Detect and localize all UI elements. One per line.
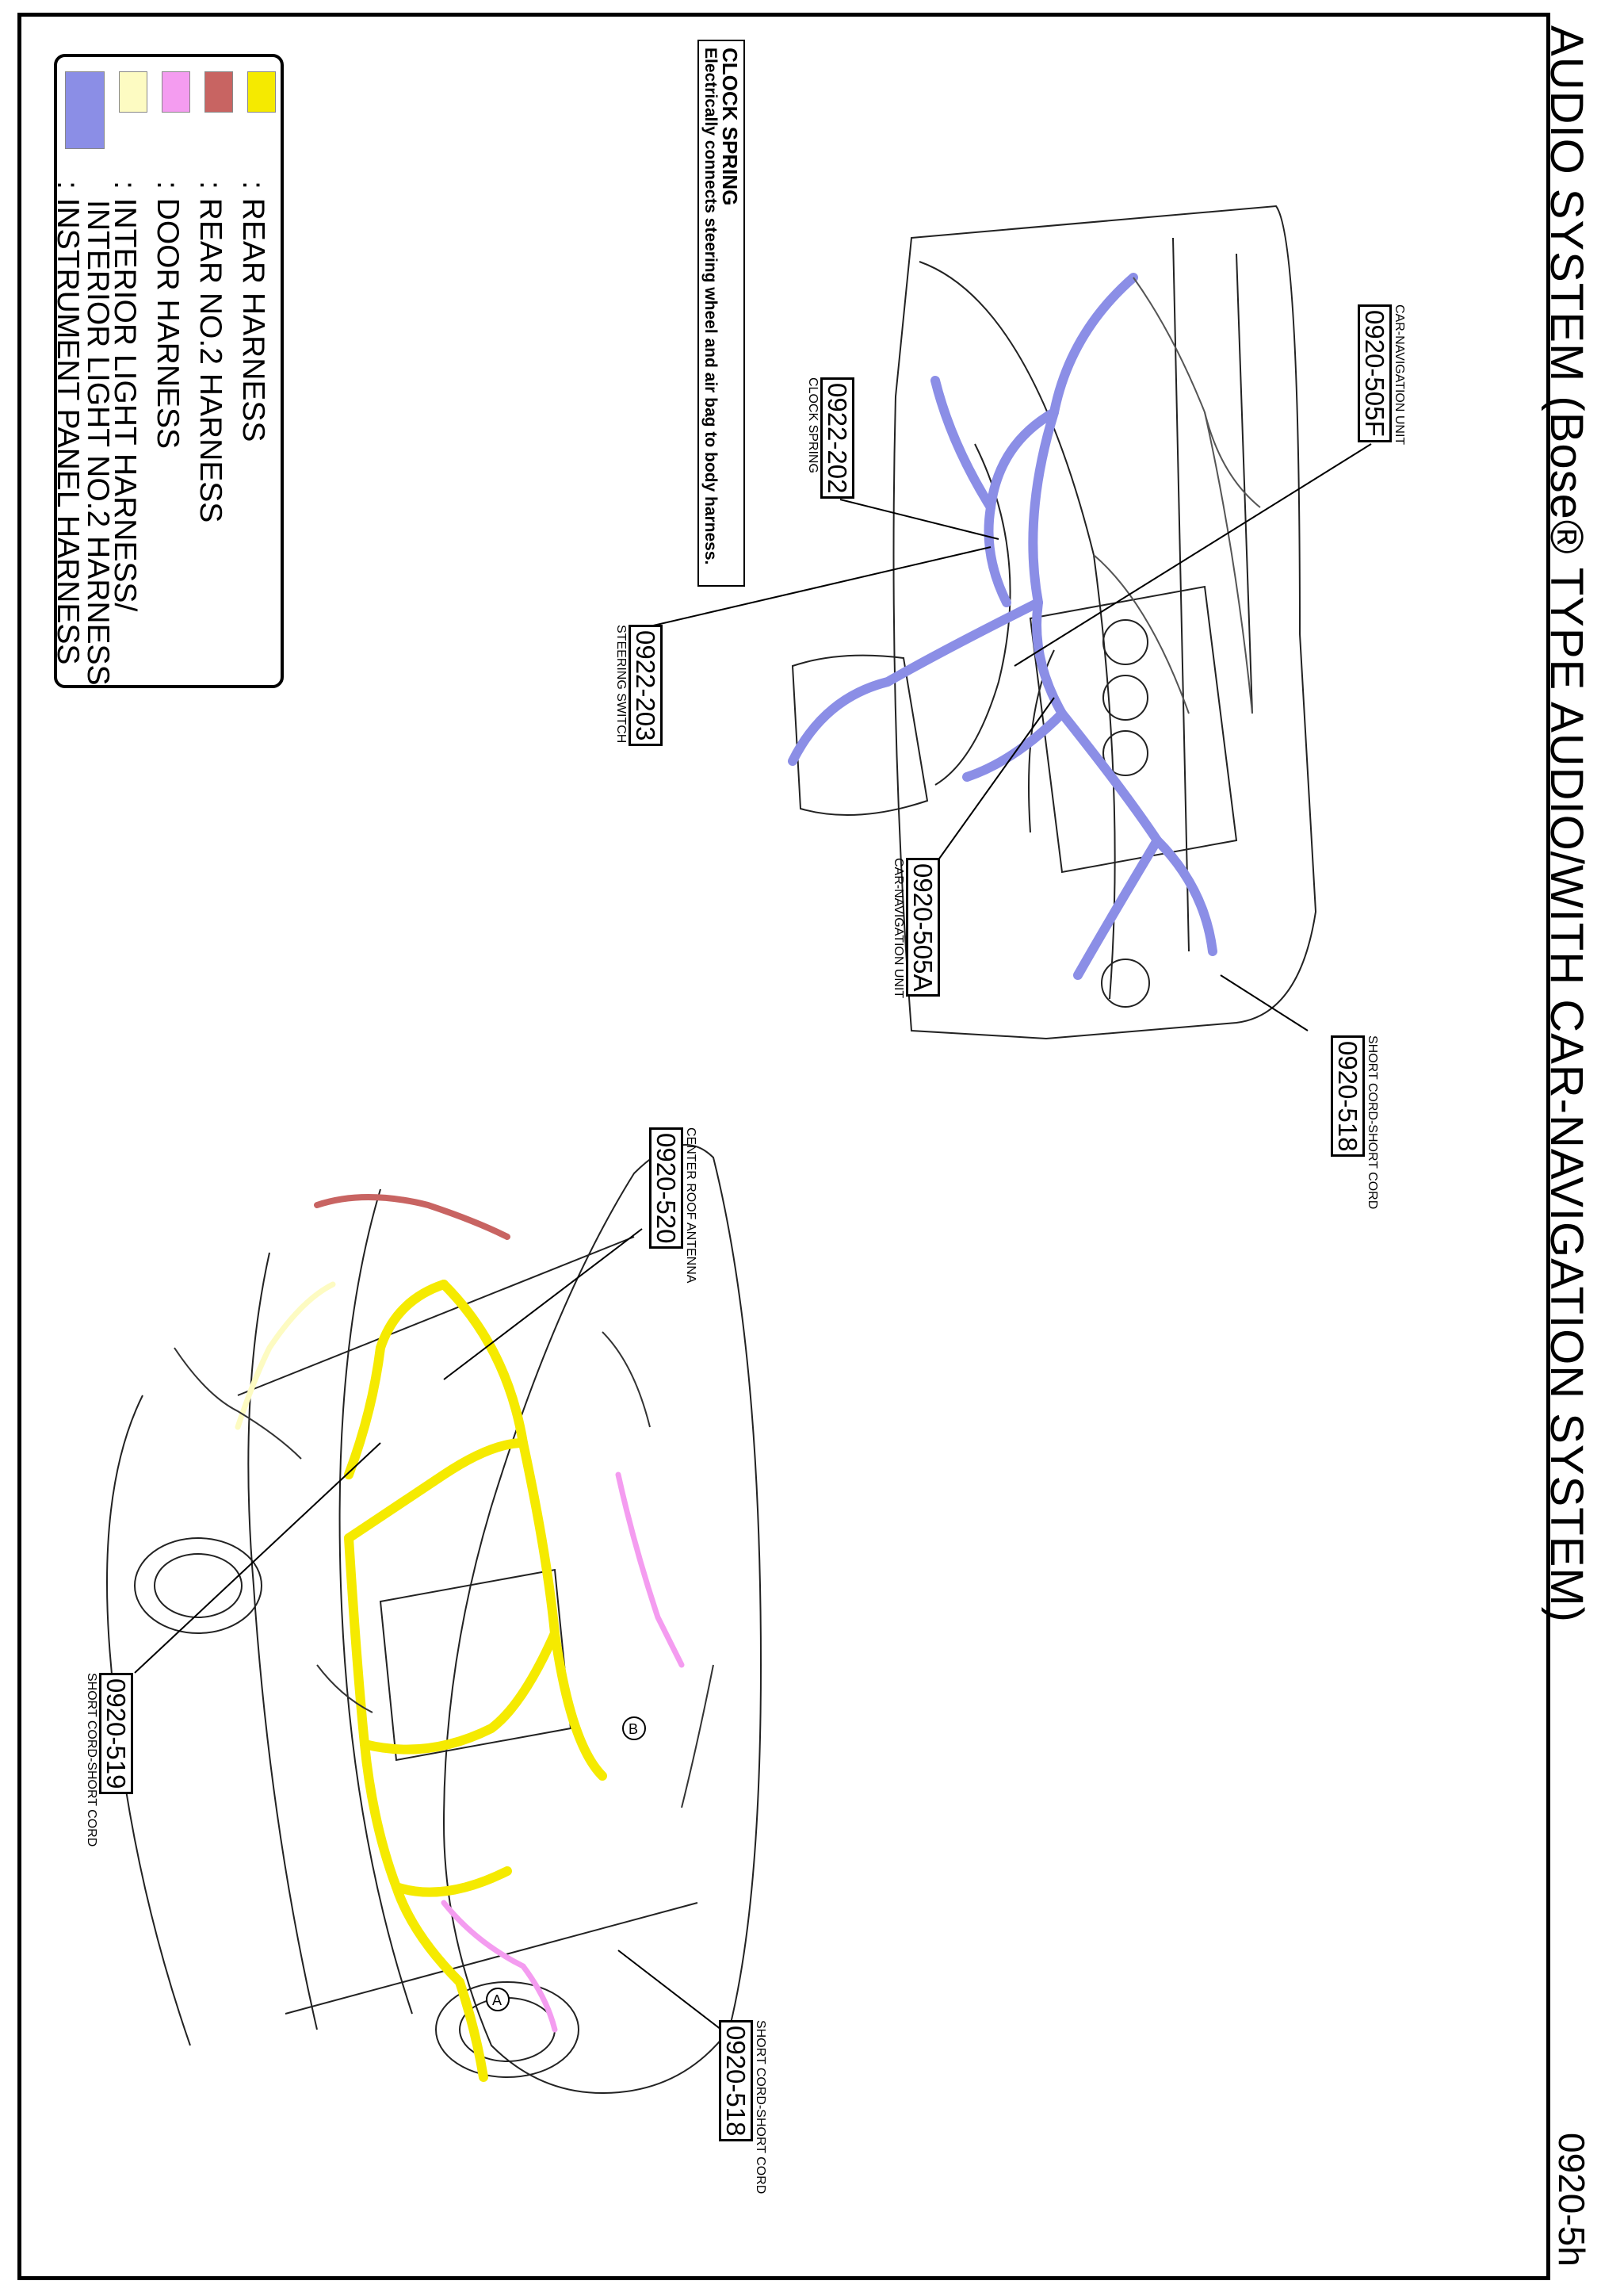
legend-label-rear: : REAR HARNESS [236, 181, 270, 442]
door-harness [444, 1475, 682, 2030]
leader-lines [135, 444, 1371, 2030]
callout-short-cord-518-bottom [718, 2020, 767, 2194]
callout-number: 0920-518 [719, 2020, 753, 2141]
callout-number: 0920-518 [1331, 1035, 1365, 1157]
callout-number: 0920-520 [649, 1127, 683, 1249]
callout-label: CAR-NAVIGATION UNIT [1393, 304, 1406, 446]
marker-a-label: A [492, 1992, 502, 2008]
callout-label: STEERING SWITCH [614, 625, 628, 744]
callout-number: 0922-202 [820, 377, 854, 499]
callout-car-nav-505a [891, 858, 940, 998]
rear-no2-harness [317, 1197, 507, 1237]
legend-label-instrument-panel: : INSTRUMENT PANEL HARNESS [51, 181, 85, 665]
clock-spring-text: Electrically connects steering wheel and air bag to body harness. [701, 48, 720, 565]
legend-swatch-rear [247, 71, 276, 113]
callout-label: CAR-NAVIGATION UNIT [892, 858, 905, 999]
legend-swatch-interior-light [119, 71, 147, 113]
marker-a [487, 1988, 509, 2011]
interior-light-harness [238, 1284, 333, 1427]
legend-swatch-door [162, 71, 190, 113]
legend-label-interior-light: : INTERIOR LIGHT HARNESS/ [108, 181, 142, 612]
callout-label: CENTER ROOF ANTENNA [684, 1127, 697, 1284]
callout-number: 0922-203 [629, 625, 663, 746]
rear-harness [349, 1284, 602, 2077]
callout-number: 0920-519 [99, 1673, 133, 1794]
legend-label-rear-no2: : REAR NO.2 HARNESS [193, 181, 227, 523]
callout-short-cord-519 [84, 1673, 133, 1846]
callout-label: CLOCK SPRING [806, 377, 820, 473]
callout-number: 0920-505F [1358, 304, 1392, 442]
marker-b [623, 1717, 645, 1739]
callout-label: SHORT CORD-SHORT CORD [754, 2020, 767, 2195]
callout-clock-spring-202 [805, 377, 854, 499]
clock-spring-heading: CLOCK SPRING [718, 48, 742, 206]
callout-center-roof-antenna-520 [648, 1127, 697, 1283]
marker-b-label: B [629, 1721, 639, 1737]
callout-label: SHORT CORD-SHORT CORD [85, 1673, 98, 1847]
legend-label-door: : DOOR HARNESS [151, 181, 185, 450]
instrument-panel-drawing [793, 206, 1316, 1039]
callout-steering-switch-203 [613, 625, 663, 746]
legend-label-interior-light-2: INTERIOR LIGHT NO.2 HARNESS [81, 200, 115, 686]
page-title: AUDIO SYSTEM (Bose® TYPE AUDIO/WITH CAR-NAVIGATION SYSTEM) [1541, 25, 1592, 1623]
callout-label: SHORT CORD-SHORT CORD [1366, 1035, 1379, 1210]
page-number: 0920-5h [1551, 2133, 1592, 2267]
callout-car-nav-505f [1357, 304, 1406, 445]
callout-short-cord-518-top [1330, 1035, 1379, 1209]
legend-swatch-instrument-panel [65, 71, 105, 149]
callout-number: 0920-505A [906, 858, 940, 997]
legend-swatch-rear-no2 [204, 71, 233, 113]
